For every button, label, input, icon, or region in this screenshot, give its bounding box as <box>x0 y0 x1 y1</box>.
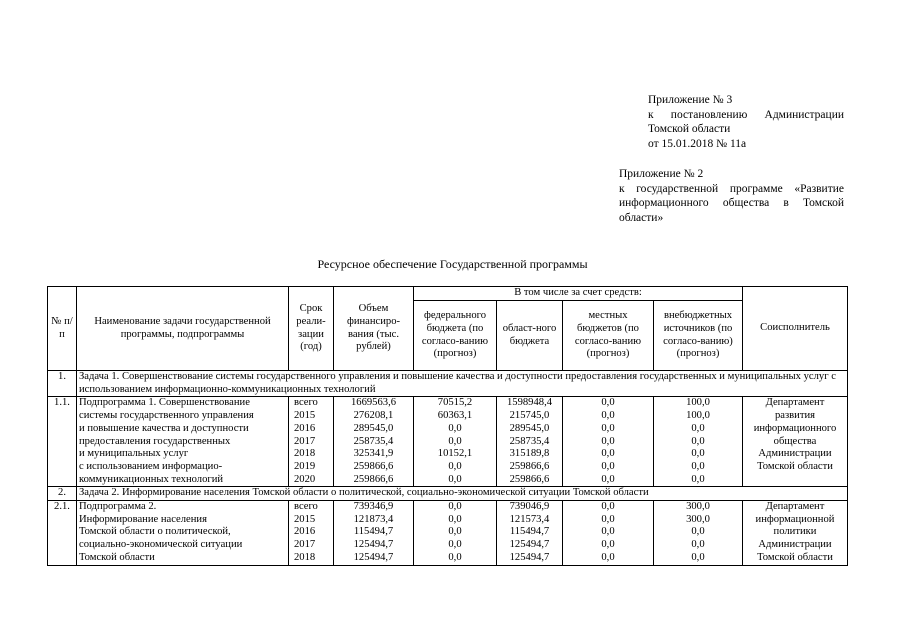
header-num: № п/п <box>48 287 77 371</box>
coexecutor-line: развития <box>774 410 816 422</box>
subprogram-2-num: 2.1. <box>48 501 77 566</box>
cell-extra: 0,0 <box>654 461 743 474</box>
cell-volume: 115494,7 <box>334 526 414 539</box>
cell-federal: 0,0 <box>414 552 497 565</box>
subprogram-2-name-line: Томской области <box>79 551 155 563</box>
subprogram-1-name-line: коммуникационных технологий <box>79 473 224 485</box>
cell-volume: 276208,1 <box>334 410 414 423</box>
header-group: В том числе за счет средств: <box>414 287 743 301</box>
coexecutor-line: информационного <box>753 422 837 434</box>
cell-local: 0,0 <box>563 526 654 539</box>
appendix-2-line-4: области» <box>619 211 664 224</box>
cell-federal: 0,0 <box>414 474 497 487</box>
subprogram-1-name-line: системы государственного управления <box>79 410 254 422</box>
cell-local: 0,0 <box>563 501 654 514</box>
cell-federal: 10152,1 <box>414 448 497 461</box>
cell-federal: 0,0 <box>414 461 497 474</box>
task-1-text: Задача 1. Совершенствование системы государственного управления и повышение качества и доступности предоставления государственных и муниципальных услуг с использованием информационно-коммуникационных технологий <box>77 371 848 397</box>
cell-local: 0,0 <box>563 552 654 565</box>
subprogram-2-row <box>48 501 848 514</box>
cell-regional: 259866,6 <box>497 461 563 474</box>
subprogram-2-name-line: Подпрограмма 2. <box>79 501 157 513</box>
subprogram-1-coexecutor <box>743 397 848 487</box>
appendix-3-line-3: Томской области <box>648 123 731 135</box>
resource-table <box>47 286 848 566</box>
coexecutor-line: Администрации <box>758 539 832 551</box>
cell-year: 2017 <box>289 436 334 449</box>
subprogram-1-row <box>48 397 848 410</box>
cell-extra: 0,0 <box>654 526 743 539</box>
cell-federal: 0,0 <box>414 514 497 527</box>
cell-extra: 100,0 <box>654 397 743 410</box>
cell-federal: 70515,2 <box>414 397 497 410</box>
appendix-2-line-3: информационного общества в Томской <box>619 197 844 209</box>
coexecutor-line: Томской области <box>757 460 833 472</box>
cell-regional: 125494,7 <box>497 539 563 552</box>
cell-extra: 0,0 <box>654 552 743 565</box>
coexecutor-line: Администрации <box>758 448 832 460</box>
task-1-row <box>48 371 848 397</box>
cell-volume: 125494,7 <box>334 539 414 552</box>
cell-regional: 215745,0 <box>497 410 563 423</box>
cell-extra: 0,0 <box>654 436 743 449</box>
cell-extra: 100,0 <box>654 410 743 423</box>
header-extrabudget: внебюджетных источников (по согласо-ванию) (прогноз) <box>654 301 743 371</box>
appendix-2-line-1: Приложение № 2 <box>619 168 704 180</box>
cell-year: 2020 <box>289 474 334 487</box>
cell-federal: 0,0 <box>414 436 497 449</box>
header-federal: федерального бюджета (по согласо-ванию (прогноз) <box>414 301 497 371</box>
cell-federal: 0,0 <box>414 526 497 539</box>
subprogram-2-coexecutor <box>743 501 848 566</box>
cell-local: 0,0 <box>563 474 654 487</box>
appendix-2-line-2: к государственной программе «Развитие <box>619 182 844 195</box>
document-title: Ресурсное обеспечение Государственной программы <box>317 257 588 271</box>
cell-regional: 259866,6 <box>497 474 563 487</box>
cell-local: 0,0 <box>563 514 654 527</box>
cell-local: 0,0 <box>563 436 654 449</box>
appendix-3-line-2: к постановлению Администрации <box>648 108 844 121</box>
cell-year: 2016 <box>289 423 334 436</box>
subprogram-2-name-line: Томской области о политической, <box>79 526 231 538</box>
cell-federal: 0,0 <box>414 539 497 552</box>
cell-year: 2018 <box>289 448 334 461</box>
cell-regional: 739046,9 <box>497 501 563 514</box>
cell-year: 2016 <box>289 526 334 539</box>
cell-federal: 60363,1 <box>414 410 497 423</box>
subprogram-1-name-line: предоставления государственных <box>79 435 231 447</box>
cell-regional: 315189,8 <box>497 448 563 461</box>
coexecutor-line: Департамент <box>765 397 825 409</box>
header-volume: Объем финансиро-вания (тыс. рублей) <box>334 287 414 371</box>
cell-extra: 0,0 <box>654 539 743 552</box>
cell-year: 2015 <box>289 410 334 423</box>
cell-extra: 300,0 <box>654 514 743 527</box>
coexecutor-line: информационной <box>755 513 835 525</box>
cell-year: всего <box>289 501 334 514</box>
cell-regional: 125494,7 <box>497 552 563 565</box>
subprogram-2-name-line: Информирование населения <box>79 513 207 525</box>
coexecutor-line: политики <box>773 526 817 538</box>
cell-regional: 115494,7 <box>497 526 563 539</box>
cell-year: 2019 <box>289 461 334 474</box>
cell-year: 2017 <box>289 539 334 552</box>
cell-local: 0,0 <box>563 539 654 552</box>
cell-federal: 0,0 <box>414 423 497 436</box>
cell-local: 0,0 <box>563 423 654 436</box>
subprogram-2-name <box>77 501 289 566</box>
header-local: местных бюджетов (по согласо-ванию (прогноз) <box>563 301 654 371</box>
cell-volume: 289545,0 <box>334 423 414 436</box>
cell-local: 0,0 <box>563 461 654 474</box>
cell-extra: 300,0 <box>654 501 743 514</box>
appendix-3-line-4: от 15.01.2018 № 11а <box>648 137 747 150</box>
subprogram-1-name <box>77 397 289 487</box>
cell-volume: 259866,6 <box>334 461 414 474</box>
cell-volume: 739346,9 <box>334 501 414 514</box>
subprogram-1-num: 1.1. <box>48 397 77 487</box>
cell-regional: 121573,4 <box>497 514 563 527</box>
cell-local: 0,0 <box>563 448 654 461</box>
subprogram-1-name-line: и повышение качества и доступности <box>79 422 249 434</box>
appendix-2-header <box>619 167 844 225</box>
cell-year: всего <box>289 397 334 410</box>
coexecutor-line: Департамент <box>765 501 825 513</box>
cell-year: 2018 <box>289 552 334 565</box>
cell-extra: 0,0 <box>654 423 743 436</box>
cell-local: 0,0 <box>563 410 654 423</box>
cell-regional: 258735,4 <box>497 436 563 449</box>
cell-regional: 289545,0 <box>497 423 563 436</box>
subprogram-1-name-line: с использованием информацио- <box>79 460 223 472</box>
subprogram-1-name-line: и муниципальных услуг <box>79 448 189 460</box>
cell-extra: 0,0 <box>654 448 743 461</box>
coexecutor-line: общества <box>773 435 817 447</box>
cell-volume: 325341,9 <box>334 448 414 461</box>
cell-federal: 0,0 <box>414 501 497 514</box>
header-name: Наименование задачи государственной программы, подпрограммы <box>77 287 289 371</box>
task-2-num: 2. <box>48 487 77 501</box>
task-1-num: 1. <box>48 371 77 397</box>
header-regional: област-ного бюджета <box>497 301 563 371</box>
header-coexecutor: Соисполнитель <box>743 287 848 371</box>
cell-volume: 121873,4 <box>334 514 414 527</box>
cell-regional: 1598948,4 <box>497 397 563 410</box>
header-period: Срок реали-зации (год) <box>289 287 334 371</box>
cell-volume: 125494,7 <box>334 552 414 565</box>
cell-volume: 1669563,6 <box>334 397 414 410</box>
cell-volume: 259866,6 <box>334 474 414 487</box>
subprogram-1-name-line: Подпрограмма 1. Совершенствование <box>79 397 250 409</box>
task-2-text: Задача 2. Информирование населения Томской области о политической, социально-экономической ситуации Томской области <box>77 487 848 501</box>
cell-volume: 258735,4 <box>334 436 414 449</box>
appendix-3-line-1: Приложение № 3 <box>648 94 733 106</box>
subprogram-2-name-line: социально-экономической ситуации <box>79 539 243 551</box>
task-2-row <box>48 487 848 501</box>
appendix-3-header <box>648 93 844 151</box>
cell-extra: 0,0 <box>654 474 743 487</box>
cell-local: 0,0 <box>563 397 654 410</box>
cell-year: 2015 <box>289 514 334 527</box>
coexecutor-line: Томской области <box>757 551 833 563</box>
